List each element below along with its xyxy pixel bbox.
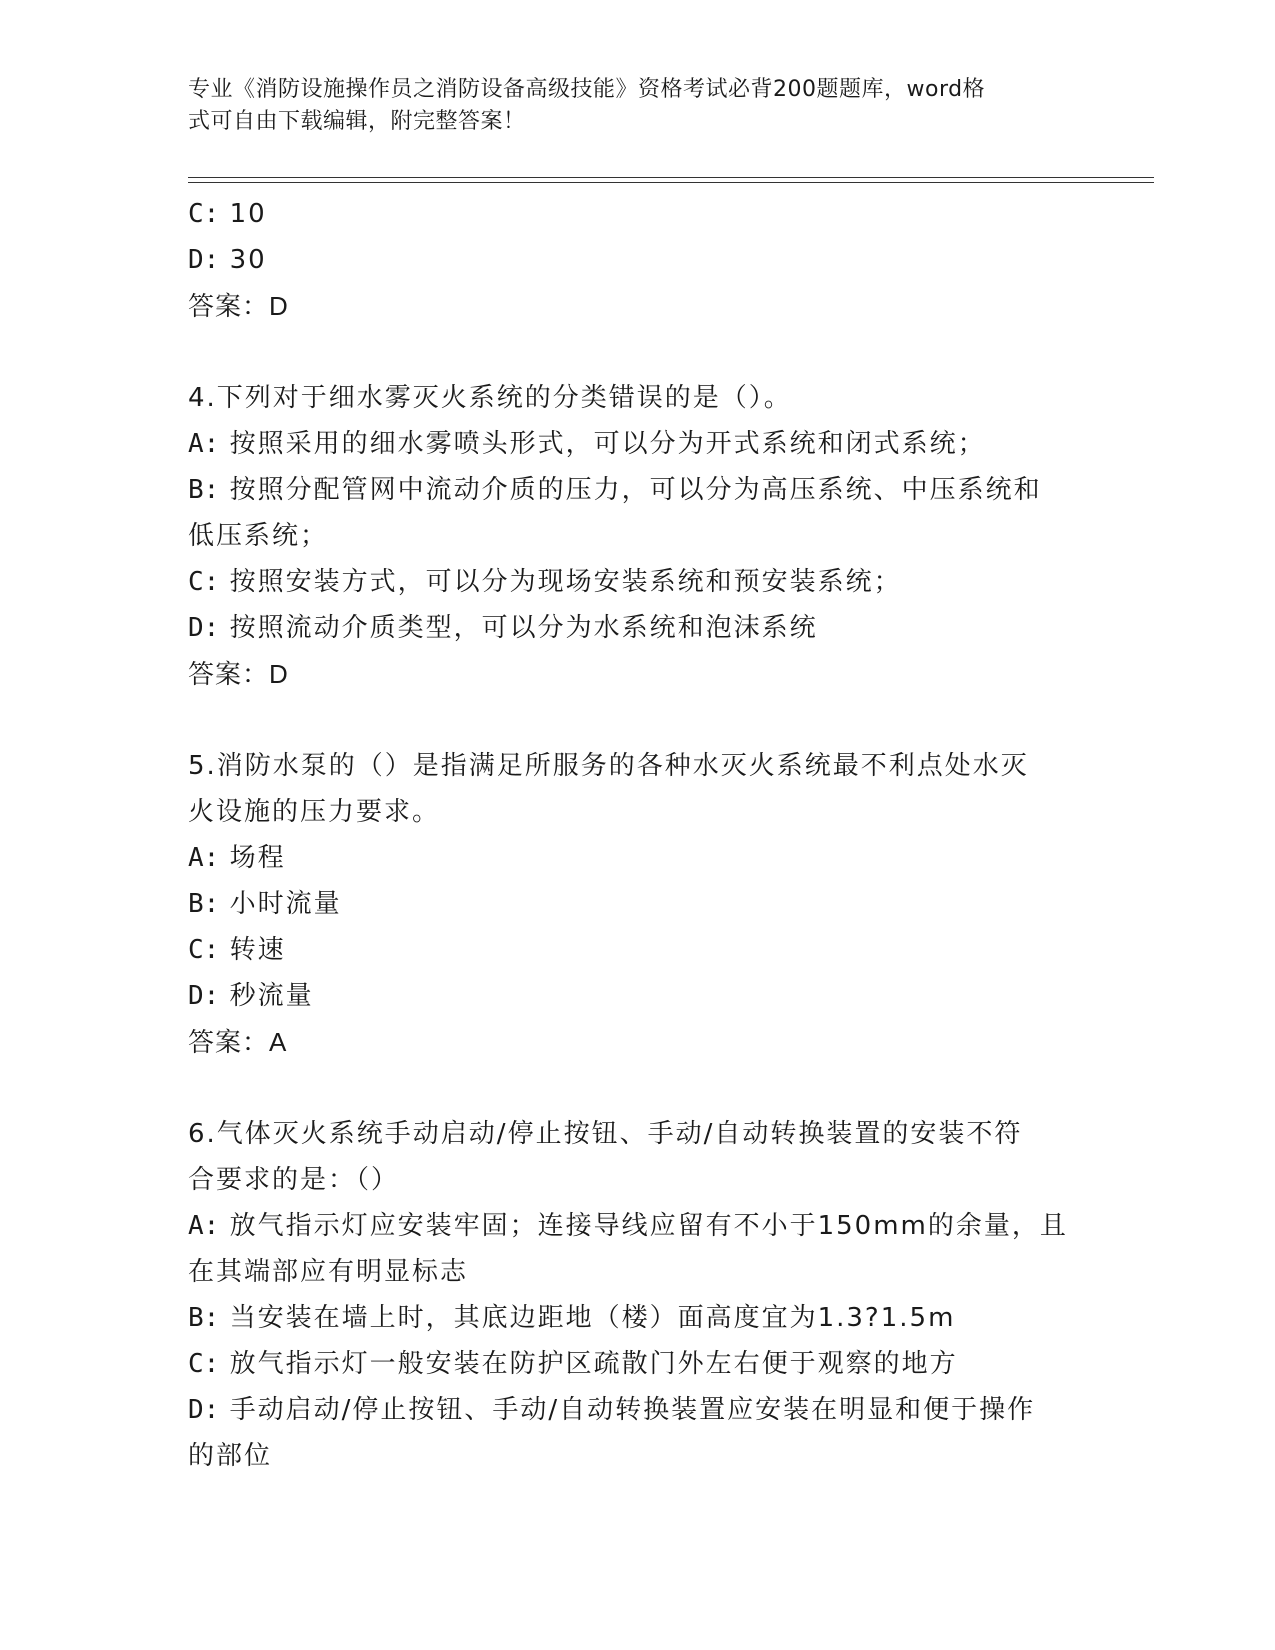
option-line bbox=[188, 1387, 1088, 1433]
question-stem-continued: 合要求的是：（） bbox=[188, 1165, 400, 1195]
answer-value: D bbox=[269, 291, 289, 321]
question-stem-continued: 火设施的压力要求。 bbox=[188, 797, 441, 827]
option-text: 按照分配管网中流动介质的压力，可以分为高压系统、中压系统和 bbox=[229, 475, 1042, 505]
option-text: 秒流量 bbox=[229, 981, 314, 1011]
answer-value: D bbox=[269, 659, 289, 689]
option-prefix: A: bbox=[188, 843, 220, 873]
option-text: 30 bbox=[229, 245, 267, 275]
spacer bbox=[188, 697, 1088, 743]
option-text: 小时流量 bbox=[229, 889, 342, 919]
option-prefix: A: bbox=[188, 1211, 220, 1241]
option-text: 场程 bbox=[229, 843, 286, 873]
option-text: 转速 bbox=[229, 935, 286, 965]
answer-label: 答案： bbox=[188, 1028, 270, 1058]
option-prefix: B: bbox=[188, 1303, 220, 1333]
question-stem: 6.气体灭火系统手动启动/停止按钮、手动/自动转换装置的安装不符 bbox=[188, 1119, 1023, 1149]
option-prefix: B: bbox=[188, 475, 220, 505]
answer-line bbox=[188, 283, 1088, 329]
option-line bbox=[188, 191, 1088, 237]
option-prefix: D: bbox=[188, 245, 220, 275]
option-line bbox=[188, 973, 1088, 1019]
answer-label: 答案： bbox=[188, 660, 270, 690]
option-prefix: C: bbox=[188, 199, 220, 229]
option-line bbox=[188, 559, 1088, 605]
question-6 bbox=[188, 1111, 1088, 1479]
option-line bbox=[188, 421, 1088, 467]
option-prefix: C: bbox=[188, 1349, 220, 1379]
spacer bbox=[188, 329, 1088, 375]
question-4 bbox=[188, 375, 1088, 697]
option-prefix: D: bbox=[188, 1395, 220, 1425]
option-prefix: B: bbox=[188, 889, 220, 919]
option-line bbox=[188, 835, 1088, 881]
question-stem: 4.下列对于细水雾灭火系统的分类错误的是（）。 bbox=[188, 383, 792, 413]
header-divider-bottom bbox=[188, 182, 1154, 183]
answer-label: 答案： bbox=[188, 292, 270, 322]
question-stem: 5.消防水泵的（）是指满足所服务的各种水灭火系统最不利点处水灭 bbox=[188, 751, 1029, 781]
header-line-1: 专业《消防设施操作员之消防设备高级技能》资格考试必背200题题库，word格 bbox=[188, 77, 986, 102]
option-text: 当安装在墙上时，其底边距地（楼）面高度宜为1.3?1.5m bbox=[229, 1303, 956, 1333]
question-5 bbox=[188, 743, 1088, 1065]
option-line bbox=[188, 1295, 1088, 1341]
answer-value: A bbox=[269, 1027, 288, 1057]
question-content bbox=[188, 191, 1088, 1479]
header-divider-top bbox=[188, 177, 1154, 178]
option-prefix: C: bbox=[188, 567, 220, 597]
option-prefix: C: bbox=[188, 935, 220, 965]
option-prefix: D: bbox=[188, 981, 220, 1011]
option-line bbox=[188, 881, 1088, 927]
header-line-2: 式可自由下载编辑，附完整答案！ bbox=[188, 109, 526, 134]
option-text: 按照安装方式，可以分为现场安装系统和预安装系统； bbox=[229, 567, 902, 597]
option-text: 放气指示灯应安装牢固；连接导线应留有不小于150mm的余量，且 bbox=[229, 1211, 1068, 1241]
option-prefix: A: bbox=[188, 429, 220, 459]
option-text: 按照采用的细水雾喷头形式，可以分为开式系统和闭式系统； bbox=[229, 429, 986, 459]
option-line bbox=[188, 467, 1088, 513]
option-line bbox=[188, 237, 1088, 283]
spacer bbox=[188, 1065, 1088, 1111]
answer-line bbox=[188, 1019, 1088, 1065]
option-line bbox=[188, 1341, 1088, 1387]
option-line bbox=[188, 927, 1088, 973]
option-text: 按照流动介质类型，可以分为水系统和泡沫系统 bbox=[229, 613, 818, 643]
option-text-continued: 在其端部应有明显标志 bbox=[188, 1257, 469, 1287]
document-header bbox=[188, 74, 1068, 138]
answer-line bbox=[188, 651, 1088, 697]
option-prefix: D: bbox=[188, 613, 220, 643]
option-text-continued: 的部位 bbox=[188, 1441, 273, 1471]
option-text: 放气指示灯一般安装在防护区疏散门外左右便于观察的地方 bbox=[229, 1349, 958, 1379]
option-line bbox=[188, 1203, 1088, 1249]
option-text: 手动启动/停止按钮、手动/自动转换装置应安装在明显和便于操作 bbox=[229, 1395, 1036, 1425]
option-line bbox=[188, 605, 1088, 651]
option-text: 10 bbox=[229, 199, 267, 229]
prev-question-block bbox=[188, 191, 1088, 329]
option-text-continued: 低压系统； bbox=[188, 521, 329, 551]
